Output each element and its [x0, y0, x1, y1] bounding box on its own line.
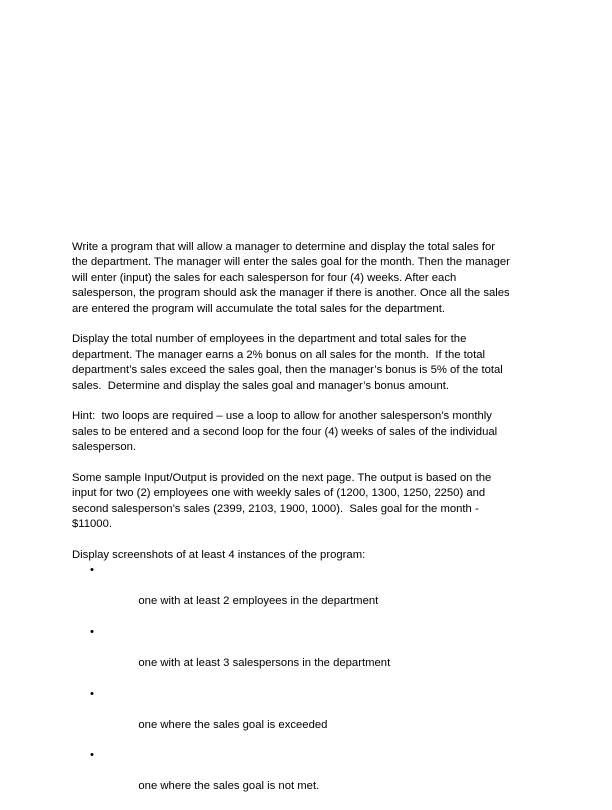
paragraph-sample-io	[72, 471, 542, 533]
document-body	[72, 240, 542, 810]
text-line: the department. The manager will enter the sales goal for the month. Then the manager	[72, 256, 510, 269]
list-item-text: one where the sales goal is not met.	[138, 780, 320, 793]
list-item	[72, 748, 542, 810]
text-line: department. The manager earns a 2% bonus on all sales for the month. If the total	[72, 348, 485, 361]
text-line: Write a program that will allow a manager to determine and display the total sales for	[72, 241, 496, 253]
text-line: input for two (2) employees one with weekly sales of (1200, 1300, 1250, 2250) and	[72, 487, 486, 500]
text-line: $11000.	[72, 518, 112, 531]
bullet-icon: •	[90, 564, 94, 577]
screenshot-requirements	[72, 548, 542, 810]
bullet-icon: •	[90, 687, 94, 700]
list-item	[72, 687, 542, 749]
text-line: sales. Determine and display the sales goal and manager’s bonus amount.	[72, 379, 450, 392]
text-line: salesperson, the program should ask the manager if there is another. Once all the sales	[72, 287, 510, 300]
paragraph-program-description	[72, 240, 542, 317]
text-line: sales to be entered and a second loop for the four (4) weeks of sales of the individual	[72, 425, 498, 438]
list-item-text: one with at least 3 salespersons in the department	[138, 656, 391, 669]
requirements-list	[72, 563, 542, 810]
list-item	[72, 563, 542, 625]
bullet-icon: •	[90, 749, 94, 762]
text-line: salesperson.	[72, 441, 137, 454]
paragraph-hint	[72, 409, 542, 455]
paragraph-display-requirements	[72, 332, 542, 394]
list-item-text: one with at least 2 employees in the department	[138, 595, 379, 608]
text-line: department’s sales exceed the sales goal, then the manager’s bonus is 5% of the total	[72, 364, 503, 377]
text-line: Some sample Input/Output is provided on the next page. The output is based on the	[72, 472, 492, 485]
list-item-text: one where the sales goal is exceeded	[138, 718, 328, 731]
list-item	[72, 625, 542, 687]
text-line: Hint: two loops are required – use a loop to allow for another salesperson’s monthly	[72, 410, 492, 423]
text-line: are entered the program will accumulate the total sales for the department.	[72, 302, 445, 315]
text-line: will enter (input) the sales for each salesperson for four (4) weeks. After each	[72, 271, 457, 284]
text-line: Display the total number of employees in the department and total sales for the	[72, 333, 467, 346]
text-line: second salesperson’s sales (2399, 2103, 1900, 1000). Sales goal for the month -	[72, 502, 479, 515]
list-intro: Display screenshots of at least 4 instances of the program:	[72, 549, 366, 562]
bullet-icon: •	[90, 626, 94, 639]
